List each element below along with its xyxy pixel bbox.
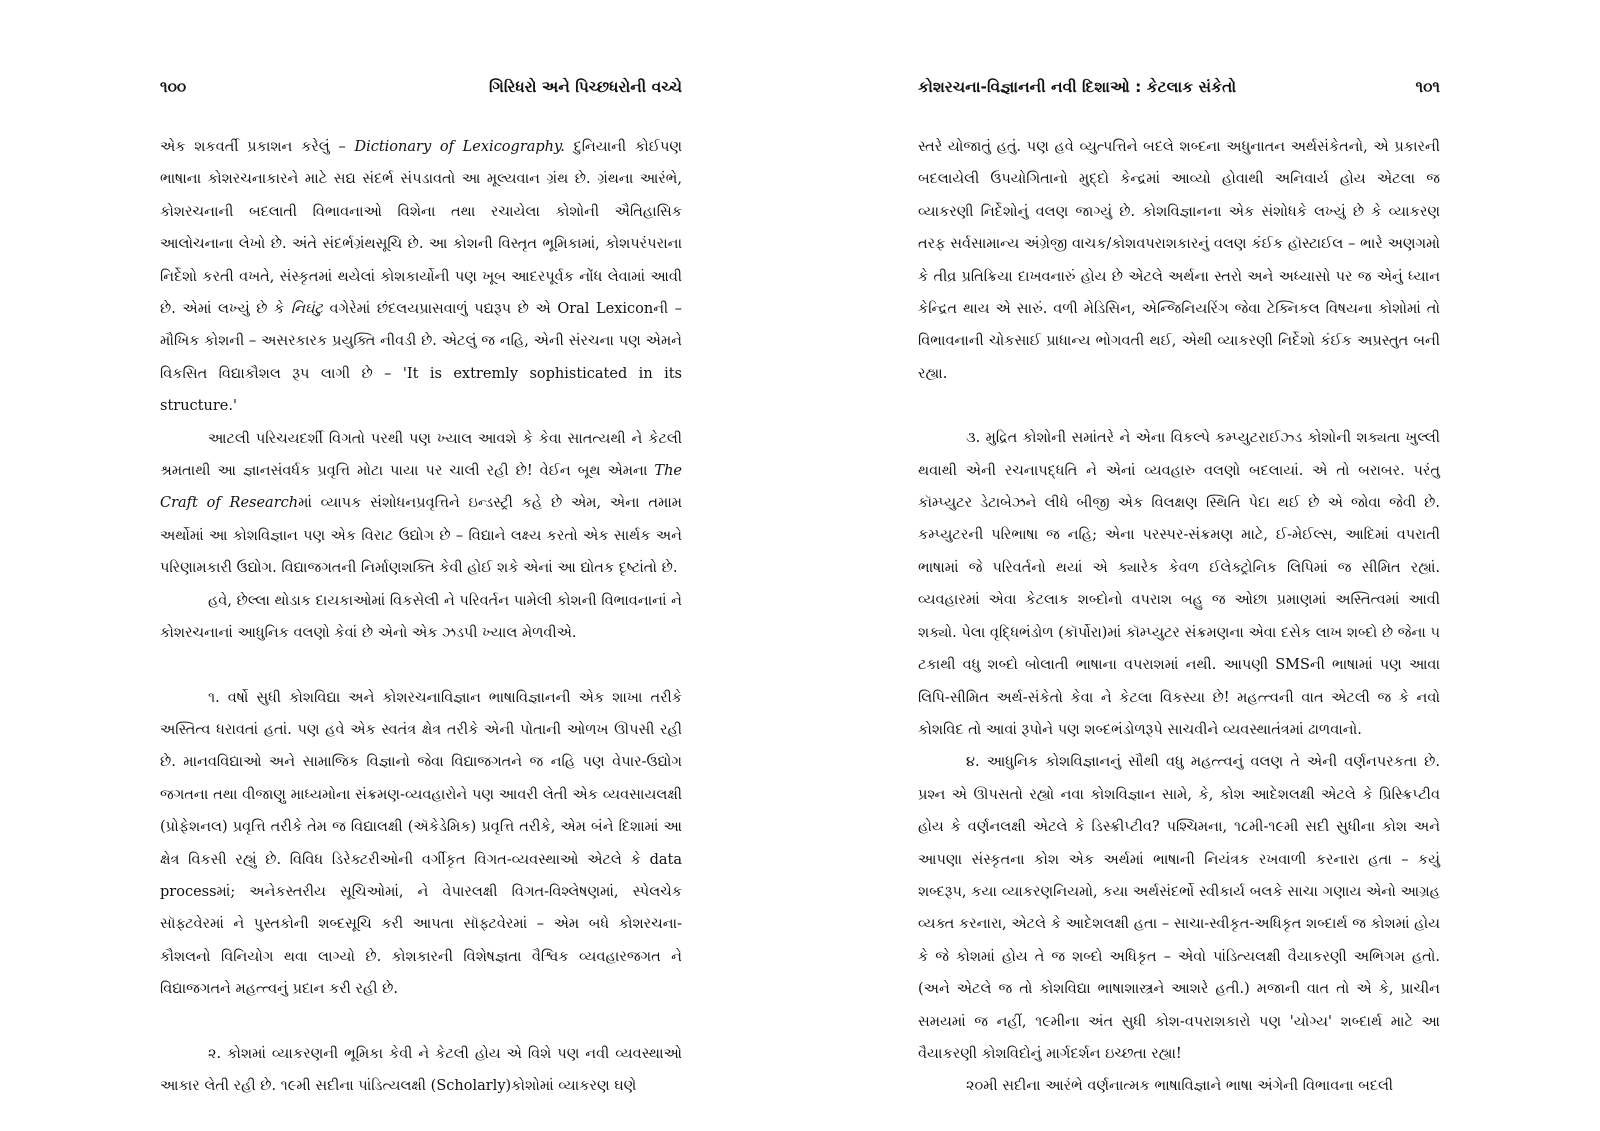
right-page [918,0,1440,1131]
paragraph: ૨૦મી સદીના આરંભે વર્ણનાત્મક ભાષાવિજ્ઞાને ભાષા અંગેની વિભાવના બદલી [966,1078,1394,1095]
book-title: Dictionary of Lexicography. [354,139,565,155]
paragraph: ૩. મુદ્રિત કોશોની સમાંતરે ને એના વિકલ્પે કમ્પ્યુટરાઈઝ્ડ કોશોની શક્યતા ખુલ્લી થવાથી એની રચનાપદ્ધતિ ને એનાં વ્યવહારુ વલણો બદલાયાં. એ તો બરાબર. પરંતુ કૉમ્પ્યુટર ડેટાબેઝને લીધે બીજી એક વિલક્ષણ સ્થિતિ પેદા થઈ છે એ જોવા જેવી છે. કમ્પ્યુટરની પરિભાષા જ નહિ; એના પરસ્પર-સંક્રમણ માટે, ઈ-મેઈલ્સ, આદિમાં વપરાતી ભાષામાં જે પરિવર્તનો થયાં એ ક્યારેક કેવળ ઈલેક્ટ્રોનિક લિપિમાં જ સીમિત રહ્યાં. વ્યવહારમાં એવા કેટલાક શબ્દોનો વપરાશ બહુ જ ઓછા પ્રમાણમાં અસ્તિત્વમાં આવી શક્યો. પેલા વૃદ્ધિભંડોળ (કૉર્પોરા)માં કૉમ્પ્યુટર સંક્રમણના એવા દસેક લાખ શબ્દો છે જેના ૫ ટકાથી વધુ શબ્દો બોલાતી ભાષાના વપરાશમાં નથી. આપણી SMSની ભાષામાં પણ આવા લિપિ-સીમિત અર્થ-સંકેતો કેવા ને કેટલા વિકસ્યા છે! મહત્ત્વની વાત એટલી જ કે નવો કોશવિદ તો આવાં રૂપોને પણ શબ્દભંડોળરૂપે સાચવીને વ્યવસ્થાતંત્રમાં ઢાળવાનો. [918,430,1440,738]
paragraph [160,423,682,585]
text-run: માં વ્યાપક સંશોધનપ્રવૃત્તિને ઇન્ડસ્ટ્રી કહે છે એમ, એના તમામ અર્થોમાં આ કોશવિજ્ઞાન પણ એક વિરાટ ઉદ્યોગ છે – વિદ્યાને લક્ષ્ય કરતો એક સાર્થક અને પરિણામકારી ઉદ્યોગ. વિદ્યાજગતની નિર્માણશક્તિ કેવી હોઈ શકે એનાં આ દ્યોતક દૃષ્ટાંતો છે. [160,495,682,577]
book-title: નિઘંટુ [290,301,323,318]
paragraph: હવે, છેલ્લા થોડાક દાયકાઓમાં વિકસેલી ને પરિવર્તન પામેલી કોશની વિભાવનાનાં ને કોશરચનાનાં આધુનિક વલણો કેવાં છે એનો એક ઝડપી ખ્યાલ મેળવીએ. [160,592,682,642]
paragraph: ૨. કોશમાં વ્યાકરણની ભૂમિકા કેવી ને કેટલી હોય એ વિશે પણ નવી વ્યવસ્થાઓ આકાર લેતી રહી છે. ૧૯મી સદીના પાંડિત્યલક્ષી (Scholarly)કોશોમાં વ્યાકરણ ઘણે [160,1045,682,1094]
running-title: ગિરિધરો અને પિચ્છધરોની વચ્ચે [489,78,682,96]
body-text [160,131,682,1102]
paragraph: સ્તરે યોજાતું હતું. પણ હવે વ્યુત્પત્તિને બદલે શબ્દના અધુનાતન અર્થસંકેતનો, એ પ્રકારની બદલાયેલી ઉપયોગિતાનો મુદ્દો કેન્દ્રમાં આવ્યો હોવાથી અનિવાર્ય હોય એટલા જ વ્યાકરણી નિર્દેશોનું વલણ જાગ્યું છે. કોશવિજ્ઞાનના એક સંશોધકે લખ્યું છે કે વ્યાકરણ તરફ સર્વસામાન્ય અંગ્રેજી વાચક/કોશવપરાશકારનું વલણ કંઈક હૉસ્ટાઈલ – ભારે અણગમો કે તીવ્ર પ્રતિક્રિયા દાખવનારું હોય છે એટલે અર્થના સ્તરો અને અધ્યાસો પર જ એનું ધ્યાન કેન્દ્રિત થાય એ સારું. વળી મેડિસિન, એન્જિનિયરિંગ જેવા ટેક્નિકલ વિષયના કોશોમાં તો વિભાવનાની ચોકસાઈ પ્રાધાન્ય ભોગવતી થઈ, એથી વ્યાકરણી નિર્દેશો કંઈક અપ્રસ્તુત બની રહ્યા. [918,139,1440,382]
left-page [160,0,682,1131]
page-number: ૧૦૧ [1415,78,1440,96]
page-header [918,78,1440,102]
body-text [918,131,1440,1103]
page-number: ૧૦૦ [160,78,187,96]
paragraph: ૪. આધુનિક કોશવિજ્ઞાનનું સૌથી વધુ મહત્ત્વનું વલણ તે એની વર્ણનપરકતા છે. પ્રશ્ન એ ઊપસતો રહ્યો નવા કોશવિજ્ઞાન સામે, કે, કોશ આદેશલક્ષી એટલે કે પ્રિસ્ક્રિપ્ટીવ હોય કે વર્ણનલક્ષી એટલે કે ડિસ્ક્રીપ્ટીવ? પશ્ચિમના, ૧૮મી-૧૯મી સદી સુધીના કોશ અને આપણા સંસ્કૃતના કોશ એક અર્થમાં ભાષાની નિયંત્રક રખવાળી કરનારા હતા – કયું શબ્દરૂપ, કયા વ્યાકરણનિયમો, કયા અર્થસંદર્ભો સ્વીકાર્ય બલકે સાચા ગણાય એનો આગ્રહ વ્યક્ત કરનારા, એટલે કે આદેશલક્ષી હતા – સાચા-સ્વીકૃત-અધિકૃત શબ્દાર્થ જ કોશમાં હોય કે જે કોશમાં હોય તે જ શબ્દો અધિકૃત – એવો પાંડિત્યલક્ષી વૈયાકરણી અભિગમ હતો. (અને એટલે જ તો કોશવિદ્યા ભાષાશાસ્ત્રને આશરે હતી.) મજાની વાત તો એ કે, પ્રાચીન સમયમાં જ નહીં, ૧૯મીના અંત સુધી કોશ-વપરાશકારો પણ 'યોગ્ય' શબ્દાર્થ માટે આ વૈયાકરણી કોશવિદોનું માર્ગદર્શન ઇચ્છતા રહ્યા! [918,754,1440,1062]
running-title: કોશરચના-વિજ્ઞાનની નવી દિશાઓ : કેટલાક સંકેતો [918,78,1237,96]
book-title: The Craft of Research [160,463,682,512]
text-run: આટલી પરિચયદર્શી વિગતો પરથી પણ ખ્યાલ આવશે કે કેવા સાતત્યથી ને કેટલી શ્રમતાથી આ જ્ઞાનસંવર્ધક પ્રવૃત્તિ મોટા પાયા પર ચાલી રહી છે! વેઈન બૂથ એમના [160,430,682,480]
page-header [160,78,682,102]
text-run: દુનિયાની કોઈપણ ભાષાના કોશરચનાકારને માટે સદ્ય સંદર્ભ સંપડાવતો આ મૂલ્યવાન ગ્રંથ છે. ગ્રંથના આરંભે, કોશરચનાની બદલાતી વિભાવનાઓ વિશેના તથા રચાયેલા કોશોની ઐતિહાસિક આલોચનાના લેખો છે. અંતે સંદર્ભગ્રંથસૂચિ છે. આ કોશની વિસ્તૃત ભૂમિકામાં, કોશપરંપરાના નિર્દેશો કરતી વખતે, સંસ્કૃતમાં થયેલાં કોશકાર્યોની પણ ખૂબ આદરપૂર્વક નોંધ લેવામાં આવી છે. એમાં લખ્યું છે કે [160,139,683,318]
text-run: એક શકવર્તી પ્રકાશન કરેલું – [160,139,355,155]
paragraph [160,131,682,423]
paragraph: ૧. વર્ષો સુધી કોશવિદ્યા અને કોશરચનાવિજ્ઞાન ભાષાવિજ્ઞાનની એક શાખા તરીકે અસ્તિત્વ ધરાવતાં હતાં. પણ હવે એક સ્વતંત્ર ક્ષેત્ર તરીકે એની પોતાની ઓળખ ઊપસી રહી છે. માનવવિદ્યાઓ અને સામાજિક વિજ્ઞાનો જેવા વિદ્યાજગતને જ નહિ પણ વેપાર-ઉદ્યોગ જગતના તથા વીજાણુ માધ્યમોના સંક્રમણ-વ્યવહારોને પણ આવરી લેતી એક વ્યવસાયલક્ષી (પ્રોફેશનલ) પ્રવૃત્તિ તરીકે તેમ જ વિદ્યાલક્ષી (ઍકેડેમિક) પ્રવૃત્તિ તરીકે, એમ બંને દિશામાં આ ક્ષેત્ર વિકસી રહ્યું છે. વિવિધ ડિરેક્ટરીઓની વર્ગીકૃત વિગત-વ્યવસ્થાઓ એટલે કે data processમાં; અનેકસ્તરીય સૂચિઓમાં, ને વેપારલક્ષી વિગત-વિશ્લેષણમાં, સ્પેલચેક સૉફ્ટવેરમાં ને પુસ્તકોની શબ્દસૂચિ કરી આપતા સૉફ્ટવેરમાં – એમ બધે કોશરચના-કૌશલનો વિનિયોગ થવા લાગ્યો છે. કોશકારની વિશેષજ્ઞતા વૈશ્વિક વ્યવહારજગત ને વિદ્યાજગતને મહત્ત્વનું પ્રદાન કરી રહી છે. [160,689,682,998]
text-run: વગેરેમાં છંદલયપ્રાસવાળું પદ્યરૂપ છે એ Oral Lexiconની – મૌખિક કોશની – અસરકારક પ્રયુક્તિ નીવડી છે. એટલું જ નહિ, એની સંરચના પણ એમને વિકસિત વિદ્યાકૌશલ રૂપ લાગી છે – 'It is extremly sophisticated in its structure.' [160,301,682,415]
